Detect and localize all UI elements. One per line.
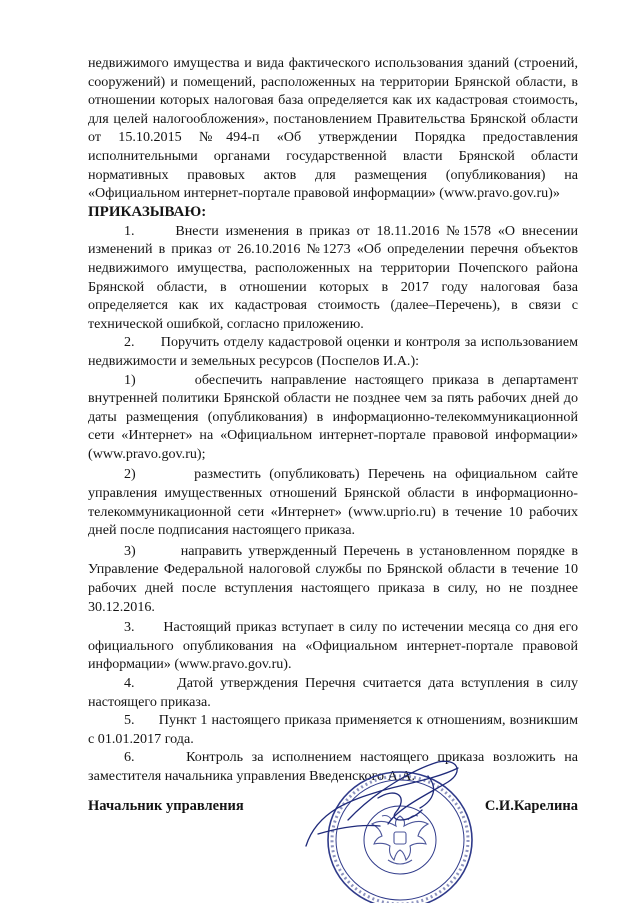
sub-item-3	[88, 542, 578, 616]
sub-item-2	[88, 465, 578, 539]
sub-item-number: 2)	[124, 466, 136, 483]
item-number: 5.	[124, 712, 135, 729]
item-number: 4.	[124, 675, 135, 691]
order-heading: ПРИКАЗЫВАЮ:	[88, 203, 207, 220]
item-text: Пункт 1 настоящего приказа применяется к отношениям, возникшим с 01.01.2017 года.	[88, 712, 579, 747]
sub-item-number: 1)	[124, 371, 136, 388]
order-item-2	[88, 333, 578, 370]
item-number: 6.	[124, 749, 135, 766]
item-number: 2.	[124, 334, 135, 351]
item-number: 3.	[124, 619, 135, 636]
item-text: Датой утверждения Перечня считается дата вступления в силу настоящего приказа.	[88, 675, 579, 710]
sub-item-text: разместить (опубликовать) Перечень на официальном сайте управления имущественных отношений Брянской области в информационно-телекоммуникационной сети «Интернет» (www.uprio.ru) в течение 10 рабочих дней после подписания настоящего приказа.	[88, 466, 578, 539]
signature-line	[88, 798, 578, 818]
item-text: Поручить отделу кадастровой оценки и контроля за использованием недвижимости и земельных ресурсов (Поспелов И.А.):	[88, 334, 579, 369]
document-body	[88, 54, 578, 786]
sub-item-text: обеспечить направление настоящего приказа в департамент внутренней политики Брянской области не позднее чем за пять рабочих дней до даты размещения (опубликования) в информационно-телекоммуникационной сети «Интернет» на «Официальном интернет-портале правовой информации» (www.pravo.gov.ru);	[88, 371, 578, 462]
sub-item-text: направить утвержденный Перечень в установленном порядке в Управление Федеральной налоговой службы по Брянской области в течение 10 рабочих дней после вступления настоящего приказа в силу, но не позднее 30.12.2016.	[88, 542, 578, 615]
order-item-1	[88, 222, 578, 334]
signatory-position: Начальник управления	[88, 798, 244, 814]
sub-item-number: 3)	[124, 542, 136, 559]
item-text: Контроль за исполнением настоящего приказа возложить на заместителя начальника управления Введенского А.А.	[88, 749, 578, 784]
order-item-4	[88, 674, 578, 711]
item-text: Настоящий приказ вступает в силу по истечении месяца со дня его официального опубликования на «Официальном интернет-портале правовой информации» (www.pravo.gov.ru).	[88, 619, 578, 673]
order-item-3	[88, 618, 578, 674]
item-number: 1.	[124, 222, 135, 239]
item-text: Внести изменения в приказ от 18.11.2016 №1578 «О внесении изменений в приказ от 26.10.2016 №1273 «Об определении перечня объектов недвижимого имущества, расположенных на территории Почепского района Брянской области, в отношении которых в 2017 году налоговая база определяется как их кадастровая стоимость (далее–Перечень), в связи с технической ошибкой, согласно приложению.	[88, 222, 579, 332]
intro-paragraph: недвижимого имущества и вида фактического использования зданий (строений, сооружений) и помещений, расположенных на территории Брянской области, в отношении которых налоговая база определяется как их кадастровая стоимость, для целей налогообложения», постановлением Правительства Брянской области от 15.10.2015 №494-п «Об утверждении Порядка предоставления исполнительными органами государственной власти Брянской области нормативных правовых актов для размещения (опубликования) на «Официальном интернет-портале правовой информации» (www.pravo.gov.ru)»	[88, 55, 578, 202]
sub-item-1	[88, 371, 578, 464]
signatory-name: С.И.Карелина	[484, 798, 578, 814]
